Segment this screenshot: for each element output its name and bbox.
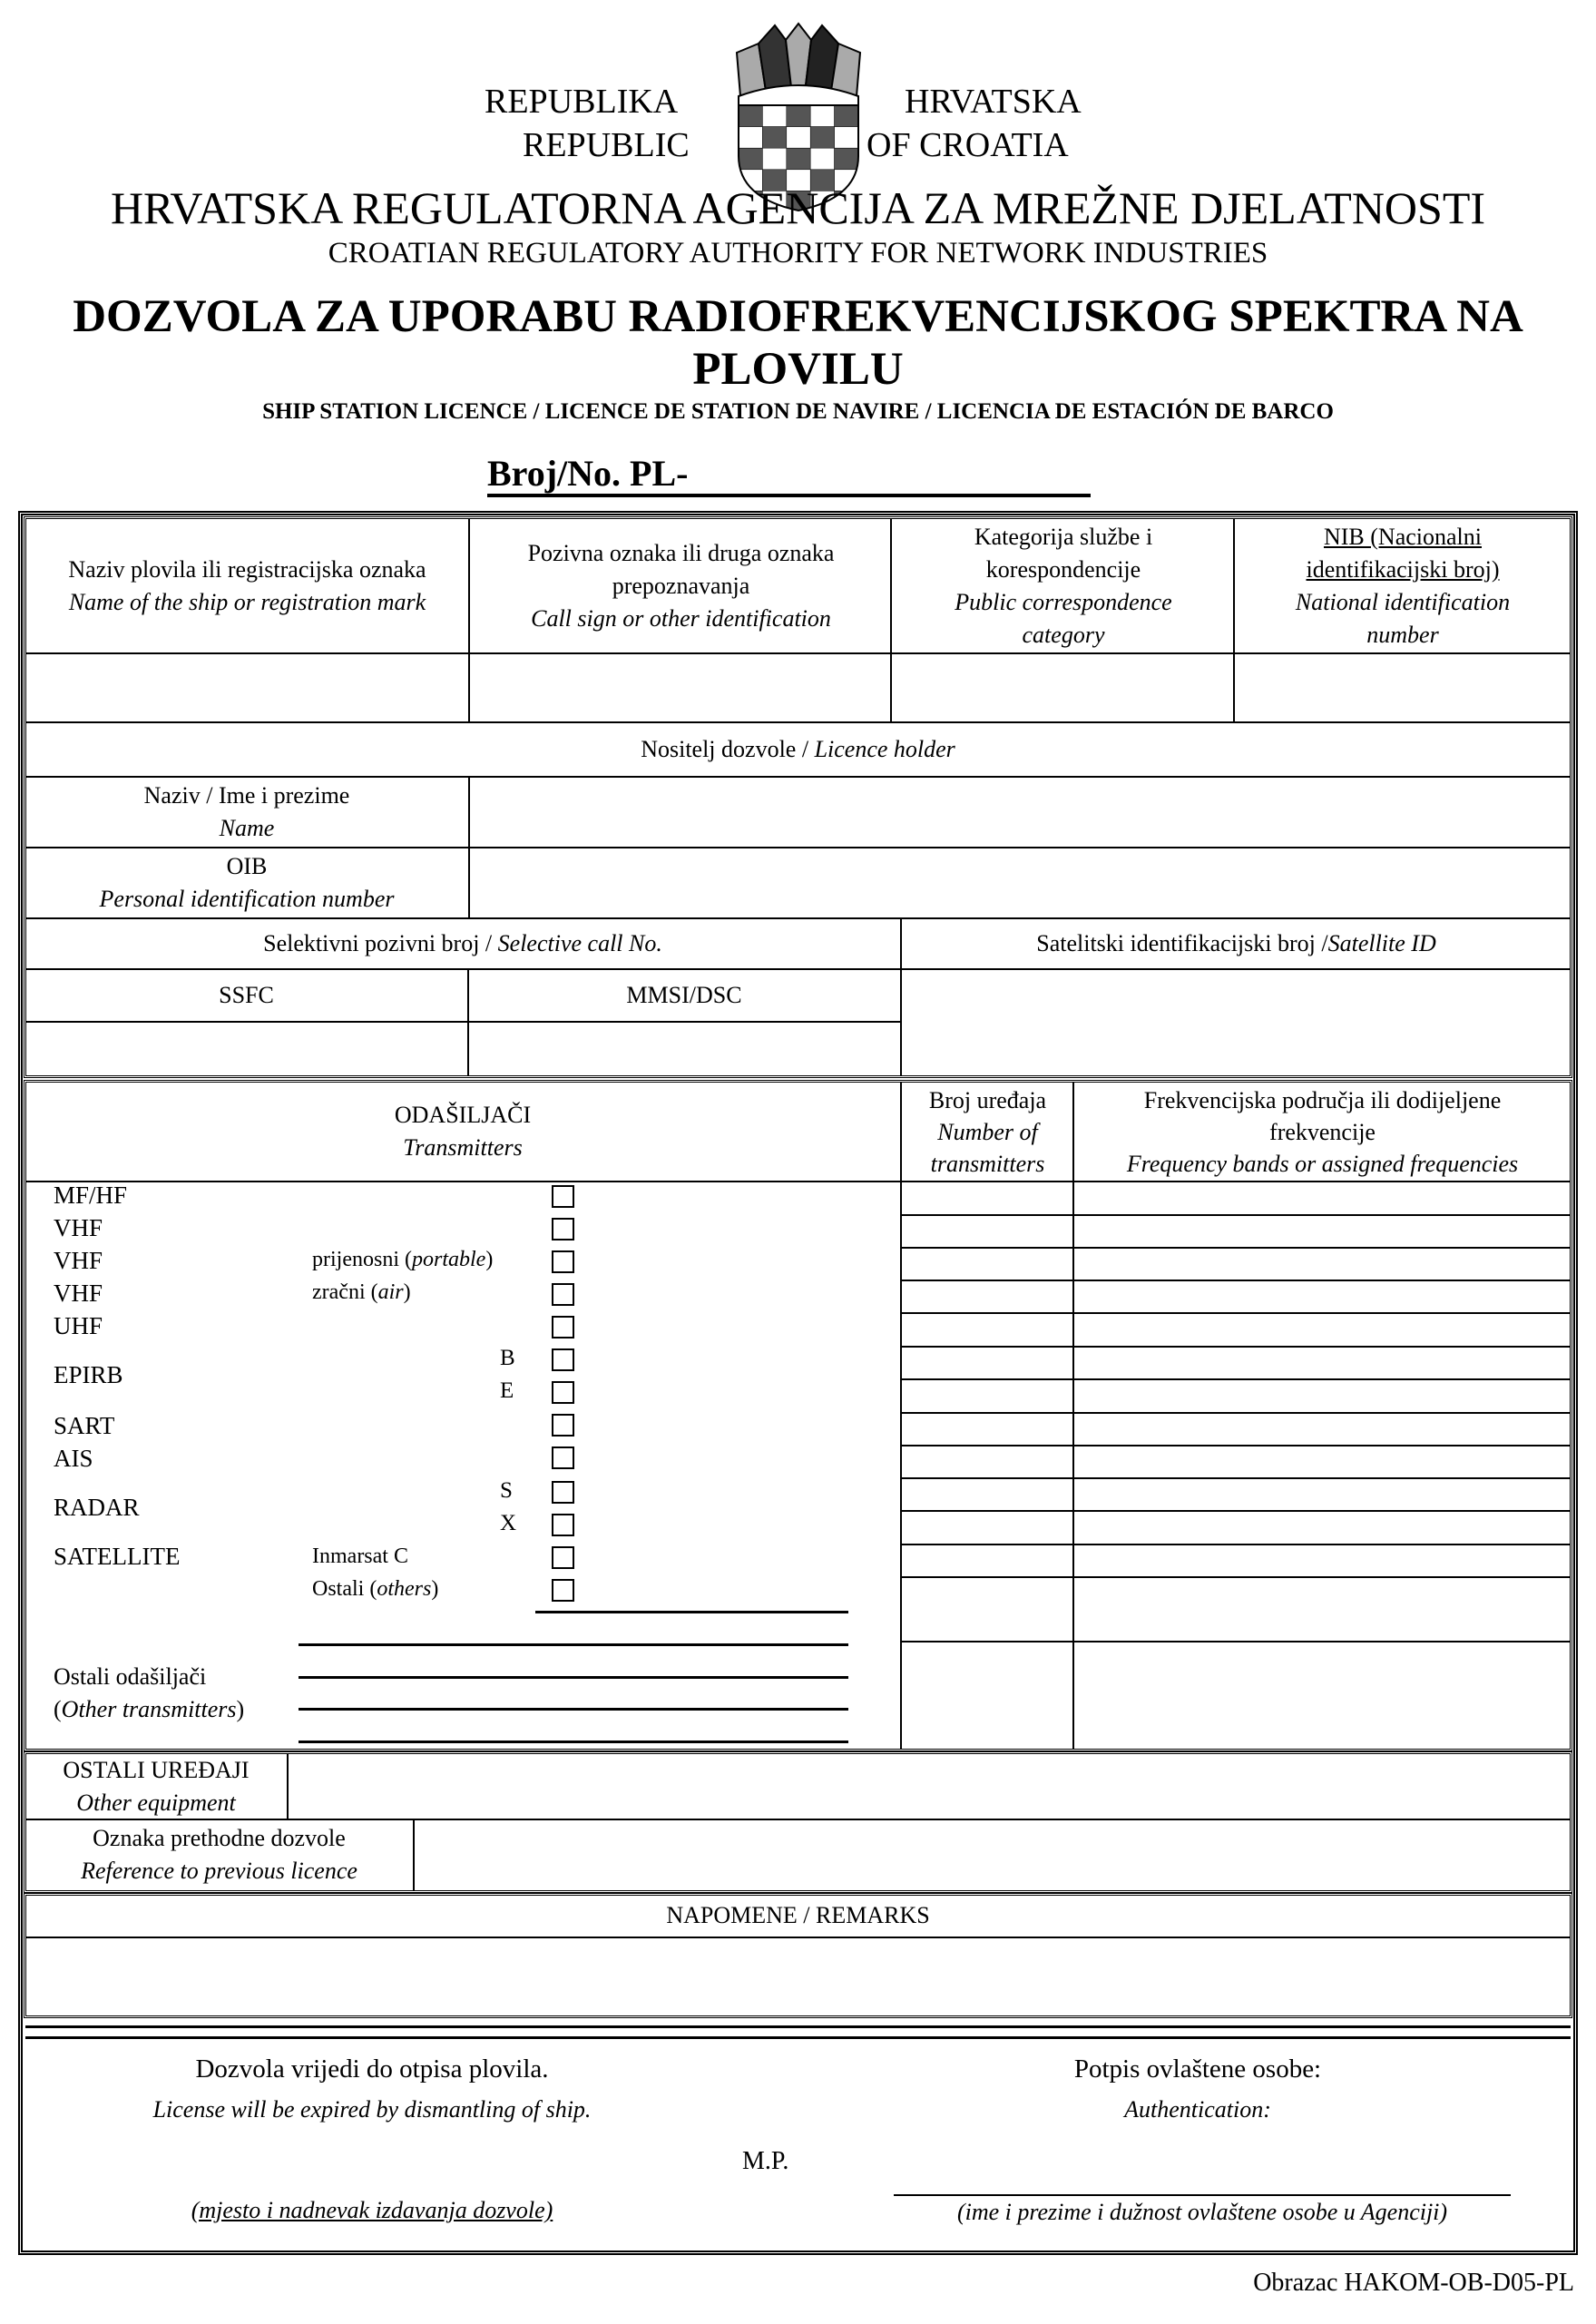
shield-square [810,148,834,170]
transmitter-count-field[interactable] [903,1545,1072,1575]
call-sign-header: Pozivna oznaka ili druga oznaka prepoznavanja Call sign or other identification [527,539,835,632]
validity-hr: Dozvola vrijedi do otpisa plovila. [195,2054,549,2084]
divider [25,2025,1571,2028]
checkbox-uhf[interactable] [552,1316,574,1339]
signature-title: Potpis ovlaštene osobe: [1073,2054,1322,2084]
frequency-field[interactable] [1075,1512,1570,1543]
other-equipment-label: OSTALI UREĐAJI Other equipment [63,1757,250,1816]
divider [467,970,469,1076]
shield-square [762,105,786,127]
shield-square [810,127,834,149]
frequency-field[interactable] [1075,1479,1570,1509]
ssfc-label: SSFC [219,982,274,1008]
signature-line[interactable] [894,2194,1511,2196]
correspondence-category-header: Kategorija službe i korespondencije Public correspondence category [955,523,1172,648]
transmitter-count-header: Broj uređaja Number of transmitters [928,1086,1047,1177]
divider [890,518,892,722]
validity-en: License will be expired by dismantling of ship. [152,2096,592,2123]
call-sign-field[interactable] [471,654,889,721]
shield-square [739,105,762,127]
form-code: Obrazac HAKOM-OB-D05-PL [1253,2269,1574,2297]
republic-hr-label: REPUBLIKA [485,83,679,121]
checkbox-vhf-air[interactable] [552,1283,574,1306]
checkbox-sart[interactable] [552,1414,574,1437]
satellite-id-header: Satelitski identifikacijski broj / Satellite ID [1036,930,1436,956]
epirb-label: EPIRB [54,1361,123,1388]
licence-number-label: Broj/No. PL- [487,453,689,494]
oib-field[interactable] [471,848,1570,917]
page-subtitle: SHIP STATION LICENCE / LICENCE DE STATION DE NAVIRE / LICENCIA DE ESTACIÓN DE BARCO [262,399,1334,424]
transmitter-count-field[interactable] [903,1512,1072,1543]
checkbox-radar-s[interactable] [552,1481,574,1504]
ship-name-field[interactable] [25,654,467,721]
holder-name-field[interactable] [471,778,1570,847]
satellite-others-label: Ostali (others) [312,1577,439,1601]
checkbox-ais[interactable] [552,1446,574,1469]
transmitter-count-field[interactable] [903,1281,1072,1311]
licence-holder-header: Nositelj dozvole / Licence holder [641,736,955,762]
mmsi-dsc-label: MMSI/DSC [626,982,742,1008]
transmitter-count-field[interactable] [903,1446,1072,1476]
epirb-e-label: E [500,1378,514,1403]
other-transmitter-line[interactable] [535,1611,848,1613]
holder-name-label: Naziv / Ime i prezime Name [143,782,350,841]
air-label: zračni (air) [312,1280,411,1304]
frequency-field[interactable] [1075,1184,1570,1213]
nib-field[interactable] [1236,654,1570,721]
divider [413,1820,415,1890]
frequency-field[interactable] [1075,1642,1570,1749]
signature-caption: (ime i prezime i dužnost ovlaštene osobe u Agenciji) [956,2199,1448,2225]
checkbox-vhf-portable[interactable] [552,1250,574,1273]
place-date-caption[interactable]: (mjesto i nadnevak izdavanja dozvole) [191,2197,553,2223]
republic-en-label: REPUBLIC [523,126,690,164]
transmitter-count-field[interactable] [903,1380,1072,1411]
licence-number [487,452,1091,497]
shield-square [762,127,786,149]
other-transmitters-label: Ostali odašiljači (Other transmitters) [54,1663,245,1722]
portable-label: prijenosni (portable) [312,1248,494,1271]
inmarsat-label: Inmarsat C [312,1544,408,1568]
frequency-field[interactable] [1075,1578,1570,1640]
frequency-field[interactable] [1075,1380,1570,1411]
uhf-label: UHF [54,1312,103,1339]
mfhf-label: MF/HF [54,1182,128,1209]
shield-square [739,127,762,149]
frequency-field[interactable] [1075,1545,1570,1575]
epirb-b-label: B [500,1346,515,1370]
checkbox-satellite-others[interactable] [552,1579,574,1602]
correspondence-category-field[interactable] [893,654,1232,721]
frequency-field[interactable] [1075,1281,1570,1311]
selective-call-header: Selektivni pozivni broj / Selective call No. [263,930,662,956]
shield-square [810,105,834,127]
divider [1233,518,1235,722]
other-equipment-field[interactable] [290,1754,1570,1819]
frequency-header: Frekvencijska područja ili dodijeljene frekvencije Frequency bands or assigned frequencies [1126,1086,1519,1177]
shield-square [835,105,858,127]
frequency-field[interactable] [1075,1446,1570,1476]
shield-square [835,148,858,170]
divider [25,2036,1571,2039]
checkbox-inmarsat-c[interactable] [552,1546,574,1569]
sart-label: SART [54,1412,115,1439]
satellite-id-field[interactable] [903,970,1570,1075]
ship-name-header: Naziv plovila ili registracijska oznaka Name of the ship or registration mark [68,555,426,615]
transmitter-count-field[interactable] [903,1184,1072,1213]
transmitter-count-field[interactable] [903,1216,1072,1246]
page-title-line2: PLOVILU [692,344,904,395]
remarks-field[interactable] [25,1938,1571,2015]
ssfc-field[interactable] [25,1023,466,1075]
transmitter-count-field[interactable] [903,1249,1072,1279]
other-transmitter-line[interactable] [299,1643,848,1646]
shield-square [787,105,810,127]
agency-name-hr: HRVATSKA REGULATORNA AGENCIJA ZA MREŽNE DJELATNOSTI [110,182,1486,233]
divider [287,1754,289,1819]
stamp-label: M.P. [742,2147,789,2175]
divider [25,1181,1571,1182]
transmitter-count-field[interactable] [903,1314,1072,1345]
shield-square [835,127,858,149]
shield-square [762,148,786,170]
previous-licence-label: Oznaka prethodne dozvole Reference to previous licence [81,1825,357,1884]
divider [468,518,470,722]
transmitter-count-field[interactable] [903,1348,1072,1378]
oib-label: OIB Personal identification number [99,853,395,912]
transmitter-count-field[interactable] [903,1578,1072,1640]
transmitters-header: ODAŠILJAČI Transmitters [394,1102,532,1161]
shield-square [787,148,810,170]
shield-square [787,127,810,149]
transmitter-count-field[interactable] [903,1642,1072,1749]
frequency-field[interactable] [1075,1249,1570,1279]
other-transmitter-line[interactable] [299,1741,848,1743]
vhf-label: VHF [54,1214,103,1241]
croatia-hr-label: HRVATSKA [905,83,1082,121]
croatia-en-label: OF CROATIA [867,126,1069,164]
frequency-field[interactable] [1075,1314,1570,1345]
checkbox-epirb-b[interactable] [552,1348,574,1371]
transmitter-count-field[interactable] [903,1479,1072,1509]
other-transmitter-line[interactable] [299,1676,848,1679]
mmsi-dsc-field[interactable] [470,1023,898,1075]
frequency-field[interactable] [1075,1348,1570,1378]
agency-name-en: CROATIAN REGULATORY AUTHORITY FOR NETWORK INDUSTRIES [328,237,1268,270]
divider [900,919,902,1076]
shield-square [739,148,762,170]
authentication-label: Authentication: [1124,2096,1271,2123]
frequency-field[interactable] [1075,1216,1570,1246]
radar-s-label: S [500,1478,513,1503]
vhf-portable-label: VHF [54,1247,103,1274]
page-title-line1: DOZVOLA ZA UPORABU RADIOFREKVENCIJSKOG SPEKTRA NA [73,291,1523,342]
vhf-air-label: VHF [54,1280,103,1307]
transmitter-count-field[interactable] [903,1414,1072,1444]
other-transmitter-line[interactable] [299,1708,848,1711]
checkbox-vhf[interactable] [552,1218,574,1240]
satellite-label: SATELLITE [54,1543,181,1570]
nib-header: NIB (Nacionalni identifikacijski broj) National identification number [1295,523,1511,648]
ais-label: AIS [54,1445,93,1472]
checkbox-radar-x[interactable] [552,1514,574,1536]
radar-x-label: X [500,1511,517,1535]
previous-licence-field[interactable] [416,1820,1570,1889]
checkbox-mfhf[interactable] [552,1185,574,1208]
frequency-field[interactable] [1075,1414,1570,1444]
remarks-header: NAPOMENE / REMARKS [666,1902,930,1928]
radar-label: RADAR [54,1494,140,1521]
checkbox-epirb-e[interactable] [552,1381,574,1404]
